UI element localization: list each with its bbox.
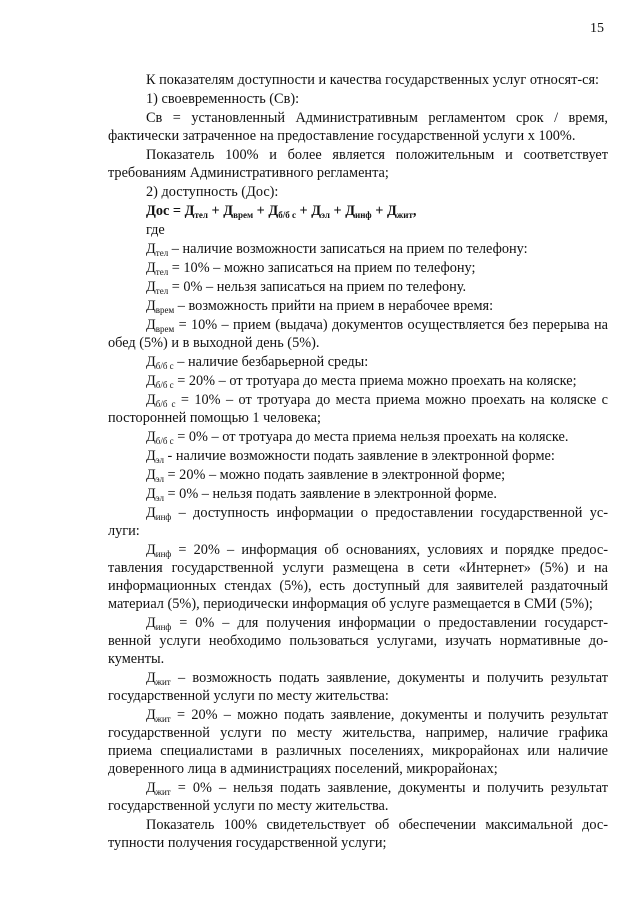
paragraph: $Д_{жит} = 20\%$ – можно подать заявление, документы и получить результат государственной услуги по месту жительства, например, наличие графика приема специалистами в различных поселениях, микрорайонах или наличие доверенного лица в администрациях поселений, микрорайонах;	[108, 707, 608, 777]
document-body	[108, 71, 608, 853]
paragraph: $Д_{инф}$ – доступность информации о предоставлении государственной ус-луги:	[108, 505, 608, 539]
paragraph: 1) своевременность (Св):	[146, 91, 300, 107]
paragraph: где	[146, 222, 165, 238]
paragraph: $Д_{б/б с} = 0\%$ – от тротуара до места приема нельзя проехать на коляске.	[146, 429, 569, 446]
page-number: 15	[590, 21, 604, 36]
paragraph: $Д_{эл} = 0\%$ – нельзя подать заявление в электронной форме.	[146, 486, 497, 503]
paragraph: $Д_{эл} = 20\%$ – можно подать заявление в электронной форме;	[146, 467, 506, 484]
paragraph: 2) доступность (Дос):	[146, 184, 279, 200]
paragraph: $Д_{тел} = 0\%$ – нельзя записаться на прием по телефону.	[146, 279, 467, 296]
formula: Дос = $Д_{тел} + Д_{врем} + Д_{б/б с} + Д_{эл} + Д_{инф} + Д_{жит}$,	[146, 203, 417, 220]
paragraph: Показатель 100% и более является положительным и соответствует требованиям Административного регламента;	[108, 147, 608, 181]
paragraph: $Д_{врем}$ – возможность прийти на прием в нерабочее время:	[146, 298, 494, 315]
paragraph: $Д_{б/б с}$ – наличие безбарьерной среды:	[146, 354, 369, 371]
paragraph: $Д_{б/б с} = 10\%$ – от тротуара до места приема можно проехать на коляске с посторонней помощью 1 человека;	[108, 392, 609, 426]
paragraph: $Д_{инф} = 0\%$ – для получения информации о предоставлении государст-венной услуги необходимо пользоваться услугами, изучать нормативные до-кументы.	[108, 615, 608, 667]
paragraph: $Д_{инф} = 20\%$ – информация об основаниях, условиях и порядке предос-тавления государственной услуги размещена в сети «Интернет» (5%) и на информационных стендах (5%), есть доступный для заявителей раздаточный материал (5%), периодически информация об услуге размещается в СМИ (5%);	[108, 542, 608, 612]
paragraph: $Д_{б/б с} = 20\%$ – от тротуара до места приема можно проехать на коляске;	[146, 373, 577, 390]
paragraph: Св = установленный Административным регламентом срок / время, фактически затраченное на предоставление государственной услуги х 100%.	[108, 110, 608, 144]
paragraph: $Д_{тел}$ – наличие возможности записаться на прием по телефону:	[146, 241, 528, 258]
paragraph: К показателям доступности и качества государственных услуг относят-ся:	[146, 72, 600, 88]
paragraph: $Д_{жит}$ – возможность подать заявление, документы и получить результат государственной услуги по месту жительства:	[108, 670, 608, 704]
paragraph: Показатель 100% свидетельствует об обеспечении максимальной дос-тупности получения государственной услуги;	[108, 817, 608, 851]
paragraph: $Д_{жит} = 0\%$ – нельзя подать заявление, документы и получить результат государственной услуги по месту жительства.	[108, 780, 608, 814]
paragraph: $Д_{эл}$ - наличие возможности подать заявление в электронной форме:	[146, 448, 555, 465]
paragraph: $Д_{врем} = 10\%$ – прием (выдача) документов осуществляется без перерыва на обед (5%) и в выходной день (5%).	[108, 317, 608, 351]
paragraph: $Д_{тел} = 10\%$ – можно записаться на прием по телефону;	[146, 260, 476, 277]
